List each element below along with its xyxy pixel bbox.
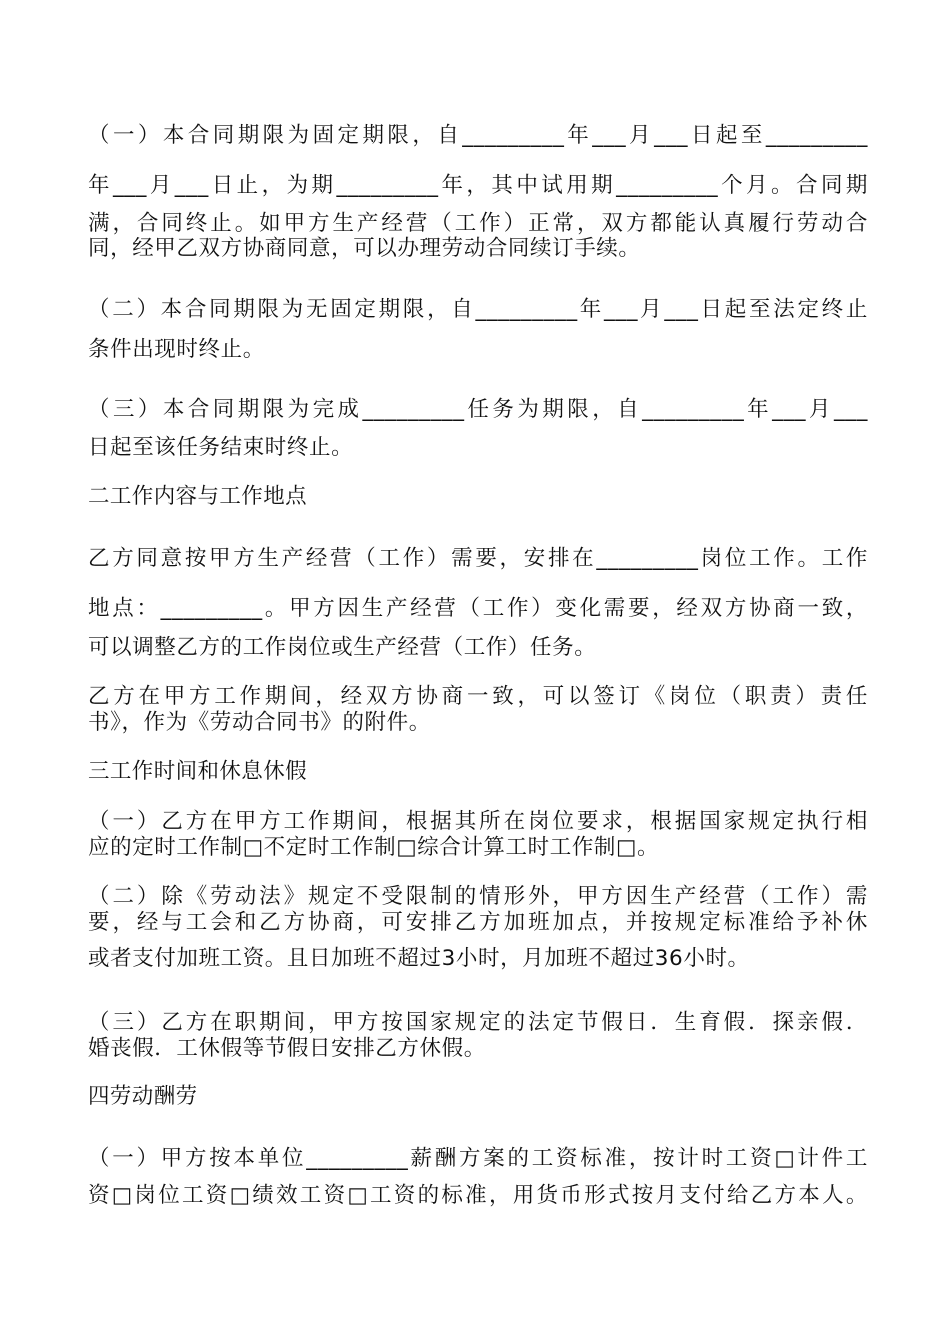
work-time-line-6: （三）乙方在职期间，甲方按国家规定的法定节假日．生育假．探亲假． bbox=[88, 1010, 868, 1035]
remuneration-line-1: （一）甲方按本单位_________薪酬方案的工资标准，按计时工资□计件工 bbox=[88, 1146, 868, 1171]
work-time-line-3: （二）除《劳动法》规定不受限制的情形外，甲方因生产经营（工作）需 bbox=[88, 884, 868, 909]
work-content-line-1: 乙方同意按甲方生产经营（工作）需要，安排在_________岗位工作。工作 bbox=[88, 546, 868, 571]
clause-1-line-4: 同，经甲乙双方协商同意，可以办理劳动合同续订手续。 bbox=[88, 236, 641, 261]
clause-1-line-3: 满，合同终止。如甲方生产经营（工作）正常，双方都能认真履行劳动合 bbox=[88, 211, 868, 236]
work-time-line-5: 或者支付加班工资。且日加班不超过3小时，月加班不超过36小时。 bbox=[88, 946, 750, 971]
section-heading-work-time: 三工作时间和休息休假 bbox=[88, 759, 308, 784]
work-time-line-4: 要，经与工会和乙方协商，可安排乙方加班加点，并按规定标准给予补休 bbox=[88, 910, 868, 935]
remuneration-line-2: 资□岗位工资□绩效工资□工资的标准，用货币形式按月支付给乙方本人。 bbox=[88, 1183, 868, 1208]
clause-3-line-1: （三）本合同期限为完成_________任务为期限，自_________年___月___ bbox=[88, 397, 868, 422]
clause-1-line-2: 年___月___日止，为期_________年，其中试用期_________个月。合同期 bbox=[88, 173, 868, 198]
section-heading-work-content: 二工作内容与工作地点 bbox=[88, 484, 308, 509]
clause-2-line-1: （二）本合同期限为无固定期限，自_________年___月___日起至法定终止 bbox=[88, 297, 868, 322]
work-content-line-2: 地点：_________。甲方因生产经营（工作）变化需要，经双方协商一致， bbox=[88, 596, 868, 621]
work-time-line-2: 应的定时工作制□不定时工作制□综合计算工时工作制□。 bbox=[88, 835, 660, 860]
work-content-line-4: 乙方在甲方工作期间，经双方协商一致，可以签订《岗位（职责）责任 bbox=[88, 684, 868, 709]
section-heading-remuneration: 四劳动酬劳 bbox=[88, 1084, 198, 1109]
work-time-line-1: （一）乙方在甲方工作期间，根据其所在岗位要求，根据国家规定执行相 bbox=[88, 809, 868, 834]
work-content-line-3: 可以调整乙方的工作岗位或生产经营（工作）任务。 bbox=[88, 635, 597, 660]
clause-1-line-1: （一）本合同期限为固定期限，自_________年___月___日起至_________ bbox=[88, 123, 868, 148]
work-content-line-5: 书》，作为《劳动合同书》的附件。 bbox=[88, 710, 431, 735]
work-time-line-7: 婚丧假．工休假等节假日安排乙方休假。 bbox=[88, 1036, 486, 1061]
clause-3-line-2: 日起至该任务结束时终止。 bbox=[88, 435, 354, 460]
clause-2-line-2: 条件出现时终止。 bbox=[88, 337, 265, 362]
